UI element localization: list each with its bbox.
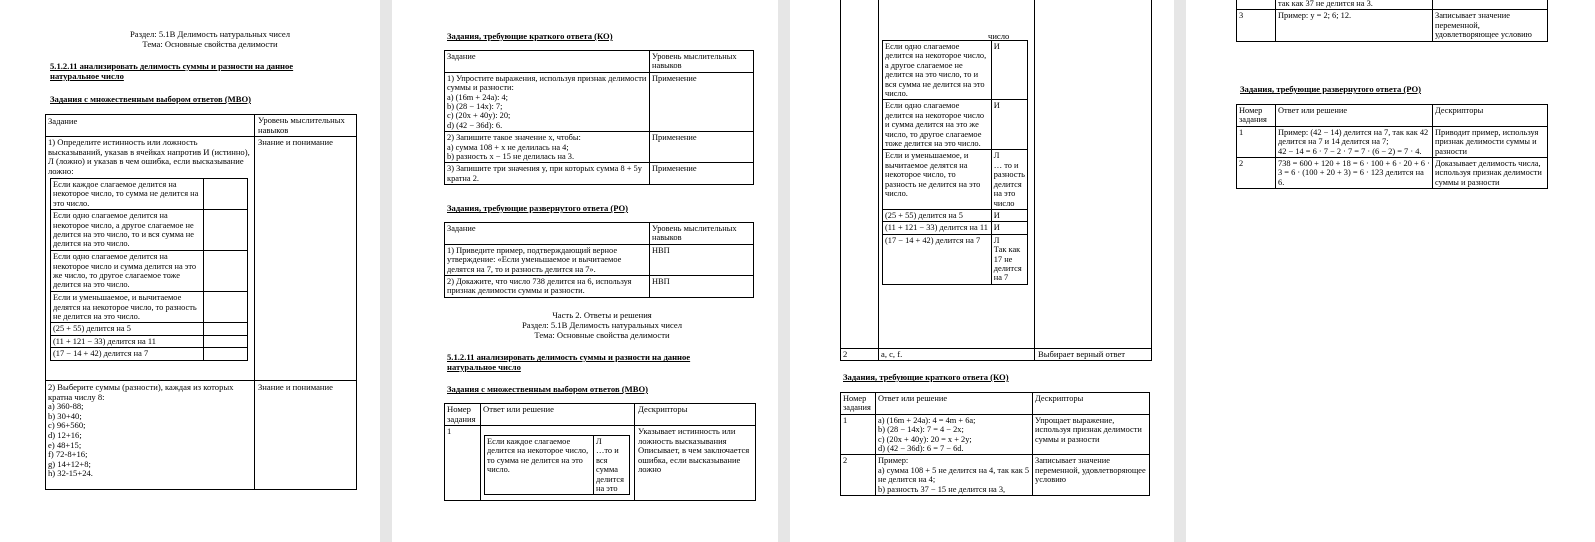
col-desc-header: Дескрипторы	[638, 404, 688, 414]
col-num-header: Номер задания	[1237, 105, 1276, 127]
level-cell: Применение	[650, 132, 754, 163]
row-answer: Пример: (42 − 14) делится на 7, так как 42 делится на 7 и 14 делится на 7; 42 − 14 = 6 · 7 − 2 · 7 = 7 · (6 − 2) = 7 · 4.	[1276, 126, 1433, 157]
ro-heading: Задания, требующие развернутого ответа (РО)	[1240, 84, 1422, 94]
col-answer-header: Ответ или решение	[1276, 105, 1433, 127]
answer-cell: И	[991, 209, 1027, 221]
statement-cell: Если и уменьшаемое, и вычитаемое делятся на некоторое число, то разность не делится на это число.	[51, 292, 204, 323]
row-number: 3	[1237, 10, 1276, 41]
row-answer: a) (16m + 24a): 4 = 4m + 6a; b) (28 − 14x): 7 = 4 − 2x; c) (20x + 40y): 20 = x + 2y; d) (42 − 36d): 6 = 7 − 6d.	[876, 414, 1033, 455]
col-answer-header: Ответ или решение	[483, 404, 554, 414]
mbo-heading: Задания с множественным выбором ответов (МВО)	[447, 384, 649, 394]
col-level-header: Уровень мыслительных навыков	[258, 115, 345, 135]
answer-cell[interactable]	[204, 251, 248, 292]
row-descriptor: Записывает значение переменной, удовлетворяющее условию	[1433, 10, 1548, 41]
col-num-header: Номер задания	[447, 404, 476, 424]
statement-cell: Если одно слагаемое делится на некоторое число, а другое слагаемое не делится на это число, то и вся сумма не делится на это число.	[883, 41, 992, 100]
question-2-text: 2) Выберите суммы (разности), каждая из которых кратна числу 8: а) 360-88; b) 30+40; c) 96+560; d) 12+16; e) 48+15; f) 72-8+16; g) 14+12+8; h) 32-15+24.	[48, 382, 234, 479]
row-descriptor: Записывает значение переменной, удовлетворяющее условию	[1033, 455, 1150, 496]
document-page-3	[790, 0, 1174, 542]
part-2-title: Часть 2. Ответы и решения	[552, 310, 652, 320]
row-descriptor: Указывает истинность или ложность высказывания Описывает, в чем заключается ошибка, если высказывание ложно	[638, 426, 750, 475]
ko-heading: Задания, требующие краткого ответа (КО)	[447, 31, 613, 41]
task-cell: 3) Запишите три значения y, при которых сумма 8 + 5y кратна 2.	[445, 163, 650, 185]
row-answer: 738 = 600 + 120 + 18 = 6 · 100 + 6 · 20 + 6 · 3 = 6 · (100 + 20 + 3) = 6 · 123 делится на 6.	[1276, 158, 1433, 189]
topic-title: Тема: Основные свойства делимости	[534, 330, 670, 340]
statement-cell: Если и уменьшаемое, и вычитаемое делятся на некоторое число, то разность не делится на это число.	[883, 150, 992, 209]
objective-heading: 5.1.2.11 анализировать делимость суммы и разности на данное натуральное число	[447, 352, 691, 372]
row-number: 1	[1237, 126, 1276, 157]
row-number: 2	[843, 349, 848, 359]
row-descriptor: Упрощает выражение, используя признак делимости суммы и разности	[1033, 414, 1150, 455]
row-answer: так как 37 не делится на 3.	[1276, 0, 1433, 10]
level-cell: НВП	[650, 244, 754, 275]
truth-table	[50, 178, 248, 361]
question-2-level: Знание и понимание	[258, 382, 333, 392]
statement-cell: (25 + 55) делится на 5	[51, 323, 204, 335]
statement-cell: Если каждое слагаемое делится на некоторое число, то сумма не делится на это число.	[485, 436, 594, 495]
statement-cell: (25 + 55) делится на 5	[883, 209, 992, 221]
ko-answer-table-cont	[1236, 0, 1548, 42]
answer-cell: Л Так как 17 не делится на 7	[991, 234, 1027, 284]
answer-cell: Л … то и разность делится на это число	[991, 150, 1027, 209]
row-descriptor: Доказывает делимость числа, используя признак делимости суммы и разности	[1433, 158, 1548, 189]
row-number: 2	[841, 455, 876, 496]
col-task-header: Задание	[445, 51, 650, 73]
question-1-text: 1) Определите истинность или ложность высказываний, указав в ячейках напротив И (истинно), Л (ложно) и указав в чем ошибка, если высказывание ложно:	[48, 137, 250, 176]
ko-task-table	[444, 50, 754, 185]
answer-cell[interactable]	[204, 179, 248, 210]
row-answer: Пример: y = 2; 6; 12.	[1276, 10, 1433, 41]
answer-cell: И	[991, 222, 1027, 234]
statement-cell: (11 + 121 − 33) делится на 11	[51, 335, 204, 347]
document-page-1	[0, 0, 380, 542]
col-task-header: Задание	[445, 223, 650, 245]
col-task-header: Задание	[48, 116, 78, 126]
statement-cell: (17 − 14 + 42) делится на 7	[883, 234, 992, 284]
level-cell: НВП	[650, 276, 754, 298]
row-descriptor: Приводит пример, используя признак делимости суммы и разности	[1433, 126, 1548, 157]
statement-cell: Если одно слагаемое делится на некоторое число и сумма делится на это же число, то другое слагаемое тоже делится на это число.	[883, 100, 992, 150]
statement-cell: Если одно слагаемое делится на некоторое число, а другое слагаемое не делится на это число, то и вся сумма не делится на это число.	[51, 210, 204, 251]
task-cell: 2) Запишите такое значение x, чтобы: а) сумма 108 + x не делилась на 4; b) разность x − 15 не делилась на 3.	[445, 132, 650, 163]
level-cell: Применение	[650, 163, 754, 185]
level-cell: Применение	[650, 72, 754, 131]
answer-cell: Л …то и вся сумма делится на это	[594, 436, 630, 495]
ro-heading: Задания, требующие развернутого ответа (РО)	[447, 203, 629, 213]
answer-cell[interactable]	[204, 348, 248, 360]
answer-cell: И	[991, 41, 1027, 100]
answer-cell[interactable]	[204, 323, 248, 335]
row-number: 1	[447, 426, 452, 436]
col-desc-header: Дескрипторы	[1433, 105, 1548, 127]
ro-answer-table	[1236, 104, 1548, 189]
question-1-level: Знание и понимание	[258, 137, 333, 147]
answer-cell: И	[991, 100, 1027, 150]
section-title: Раздел: 5.1В Делимость натуральных чисел	[521, 320, 682, 330]
answer-cell[interactable]	[204, 292, 248, 323]
ro-task-table	[444, 222, 754, 298]
row-number: 1	[841, 414, 876, 455]
col-level-header: Уровень мыслительных навыков	[650, 51, 754, 73]
answer-truth-table	[484, 435, 630, 495]
task-cell: 1) Упростите выражения, используя признак делимости суммы и разности: a) (16m + 24a): 4; b) (28 − 14x): 7; c) (20x + 40y): 20; d) (42 − 36d): 6.	[445, 72, 650, 131]
row-descriptor: Выбирает верный ответ	[1038, 349, 1126, 359]
task-cell: 2) Докажите, что число 738 делится на 6, используя признак делимости суммы и разности.	[445, 276, 650, 298]
row-answer: Пример: а) сумма 108 + 5 не делится на 4, так как 5 не делится на 4; b) разность 37 − 15 не делится на 3,	[876, 455, 1033, 496]
document-page-4	[1186, 0, 1595, 542]
answer-cell[interactable]	[204, 335, 248, 347]
objective-heading: 5.1.2.11 анализировать делимость суммы и разности на данное натуральное число	[50, 61, 294, 81]
ko-heading: Задания, требующие краткого ответа (КО)	[843, 372, 1009, 382]
statement-cell: (11 + 121 − 33) делится на 11	[883, 222, 992, 234]
mbo-heading: Задания с множественным выбором ответов (МВО)	[50, 94, 252, 104]
continued-word: число	[988, 31, 1010, 41]
answer-cell[interactable]	[204, 210, 248, 251]
col-desc-header: Дескрипторы	[1033, 393, 1150, 415]
statement-cell: Если одно слагаемое делится на некоторое число и сумма делится на это же число, то другое слагаемое тоже делится на это число.	[51, 251, 204, 292]
col-num-header: Номер задания	[841, 393, 876, 415]
topic-title: Тема: Основные свойства делимости	[142, 39, 278, 49]
statement-cell: (17 − 14 + 42) делится на 7	[51, 348, 204, 360]
statement-cell: Если каждое слагаемое делится на некоторое число, то сумма не делится на это число.	[51, 179, 204, 210]
document-page-2	[392, 0, 778, 542]
col-level-header: Уровень мыслительных навыков	[650, 223, 754, 245]
row-number: 2	[1237, 158, 1276, 189]
task-cell: 1) Приведите пример, подтверждающий верное утверждение: «Если уменьшаемое и вычитаемое делятся на 7, то и разность делится на 7».	[445, 244, 650, 275]
section-title: Раздел: 5.1В Делимость натуральных чисел	[129, 29, 290, 39]
row-answer: a, c, f.	[881, 349, 903, 359]
answer-truth-table	[882, 40, 1028, 285]
col-answer-header: Ответ или решение	[876, 393, 1033, 415]
ko-answer-table	[840, 392, 1150, 496]
